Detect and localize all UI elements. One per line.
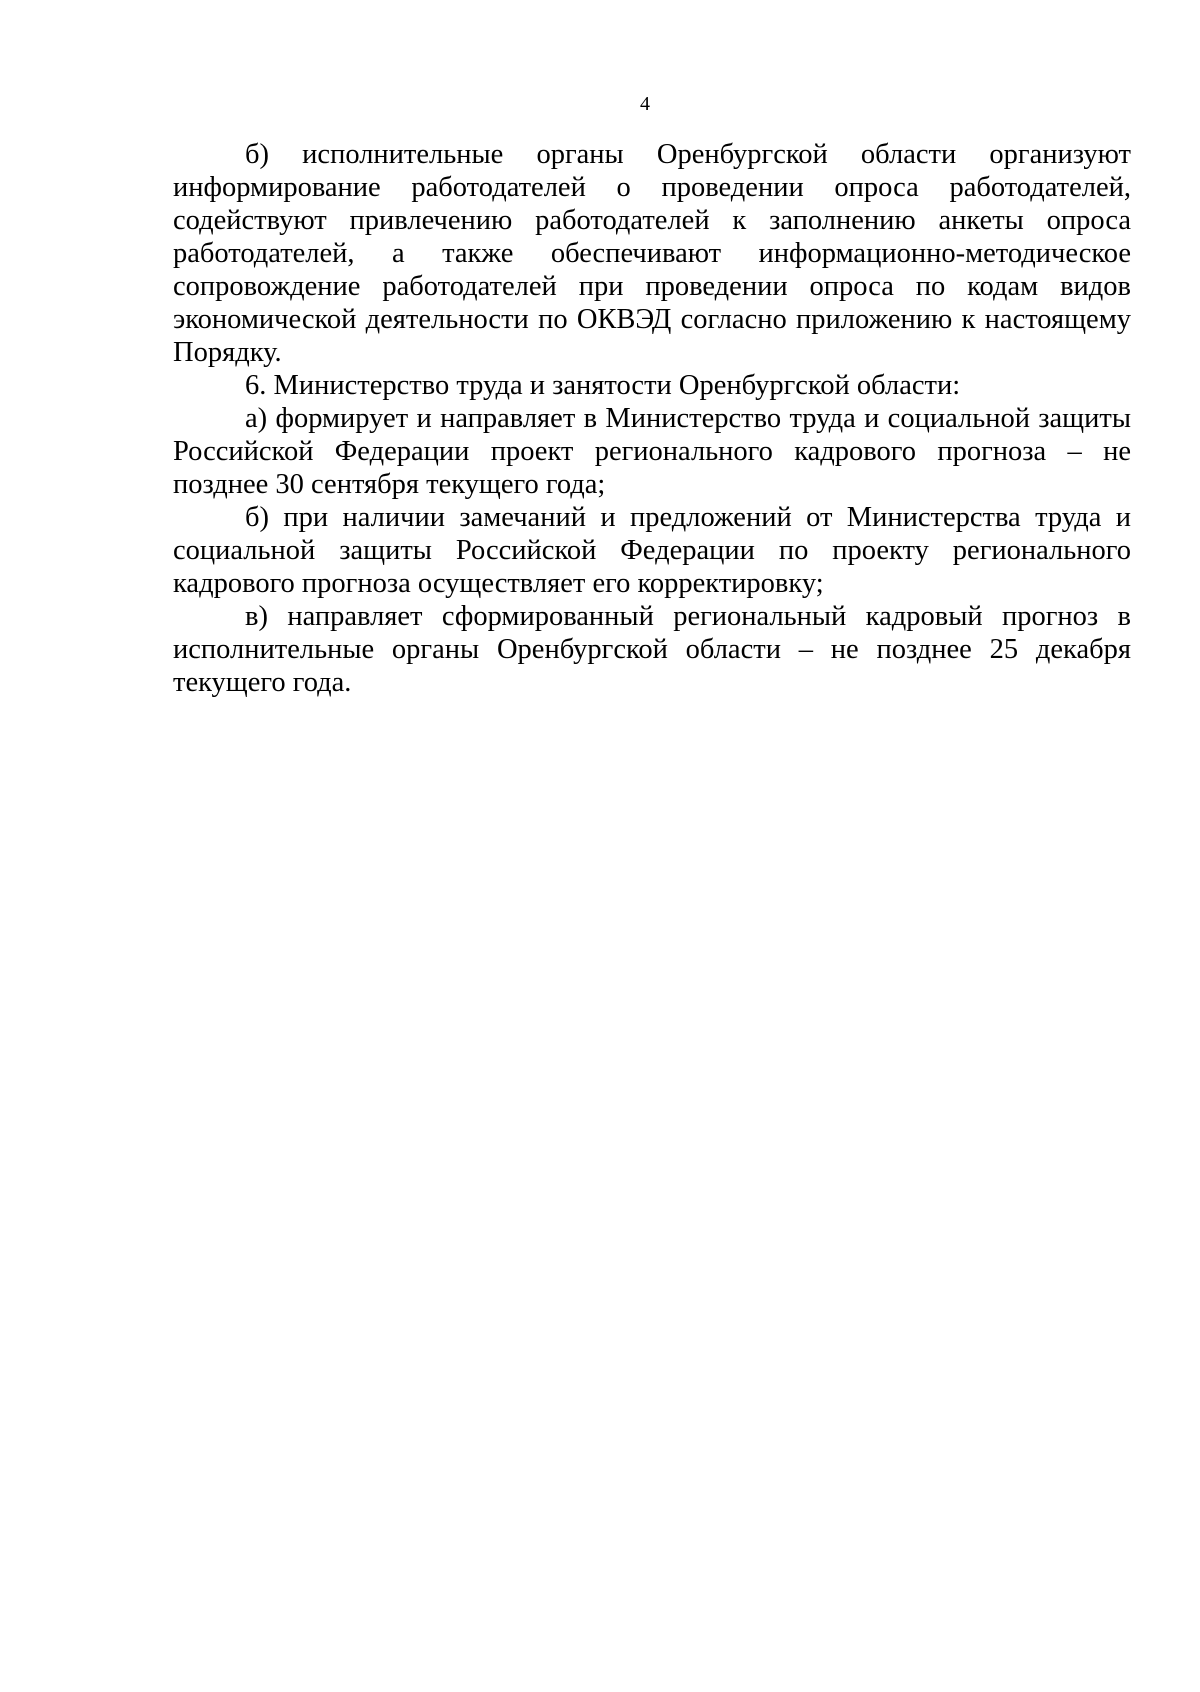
paragraph-6b: б) при наличии замечаний и предложений от Министерства труда и социальной защиты Российской Федерации по проекту регионального кадрового прогноза осуществляет его корректировку; [173,502,1131,599]
paragraph-6-heading: 6. Министерство труда и занятости Оренбургской области: [245,370,961,401]
document-body [173,138,1131,699]
paragraph-6a: а) формирует и направляет в Министерство труда и социальной защиты Российской Федерации проект регионального кадрового прогноза – не позднее 30 сентября текущего года; [173,403,1131,500]
paragraph-5b: б) исполнительные органы Оренбургской области организуют информирование работодателей о проведении опроса работодателей, содействуют привлечению работодателей к заполнению анкеты опроса работодателей, а также обеспечивают информационно-методическое сопровождение работодателей при проведении опроса по кодам видов экономической деятельности по ОКВЭД согласно приложению к настоящему Порядку. [173,139,1131,368]
paragraph-6c: в) направляет сформированный региональный кадровый прогноз в исполнительные органы Оренбургской области – не позднее 25 декабря текущего года. [173,601,1131,698]
page-number: 4 [640,93,650,115]
